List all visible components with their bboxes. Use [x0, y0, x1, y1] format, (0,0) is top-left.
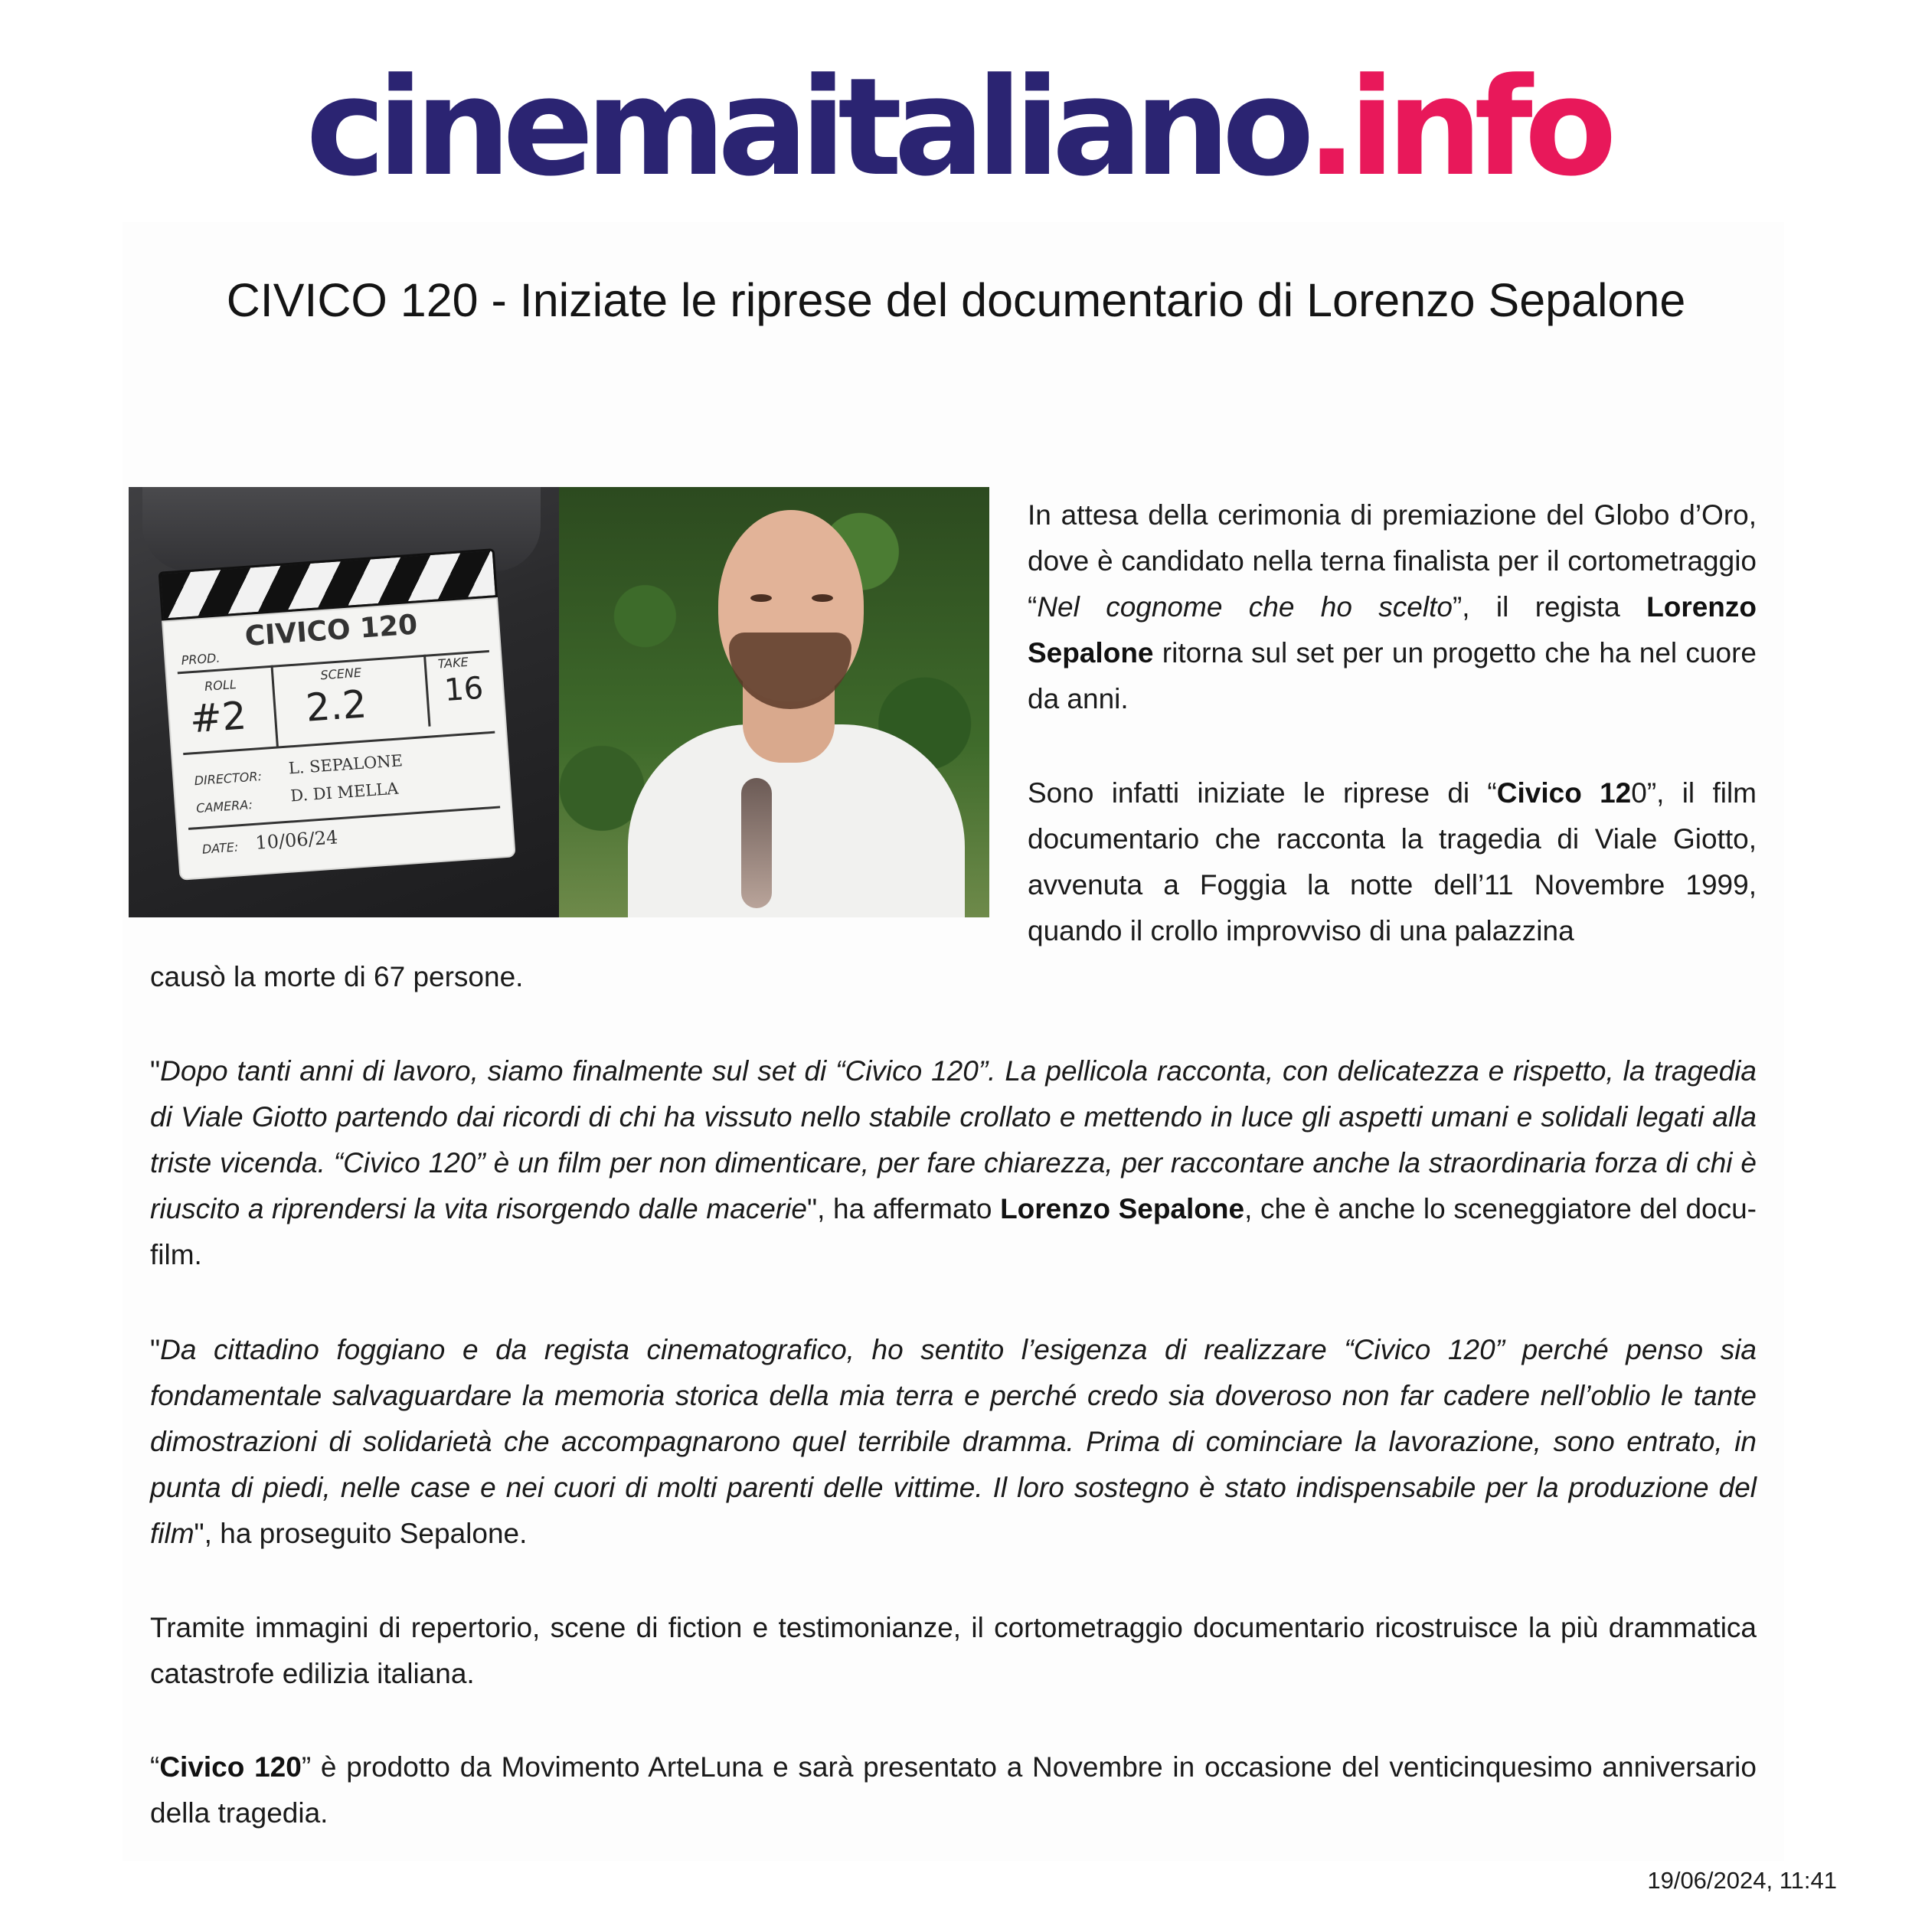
clapper-camera-label: CAMERA: [195, 796, 253, 816]
clapper-title: CIVICO 120 [243, 609, 419, 653]
paragraph-quote-1 [150, 1048, 1757, 1278]
clapper-divider [270, 665, 279, 748]
print-timestamp: 19/06/2024, 11:41 [1647, 1867, 1837, 1894]
paragraph-intro [1028, 492, 1757, 722]
clapperboard-photo [129, 487, 559, 917]
film-title-bold: Civico 12 [1496, 777, 1632, 809]
paragraph-production [150, 1744, 1757, 1836]
text-run: causò la morte di 67 persone. [150, 961, 524, 992]
clapper-director: L. SEPALONE [288, 751, 404, 778]
clapper-camera: D. DI MELLA [289, 779, 400, 806]
film-title-italic: Nel cognome che ho scelto [1037, 591, 1453, 623]
text-run: Sono infatti iniziate le riprese di “ [1028, 777, 1497, 809]
clapper-prod-label: PROD. [181, 650, 221, 668]
clapper-scene: 2.2 [304, 682, 368, 731]
quote-italic: Da cittadino foggiano e da regista cinematografico, ho sentito l’esigenza di realizzare “Civico 120” perché penso sia fondamentale salvaguardare la memoria storica della mia terra e perché credo sia doveroso non far cadere nell’oblio le tante dimostrazioni di solidarietà che accompagnarono quel terribile dramma. Prima di cominciare la lavorazione, sono entrato, in punta di piedi, nelle case e nei cuori di molti parenti delle vittime. Il loro sostegno è stato indispensabile per la produzione del film [150, 1334, 1757, 1549]
article-title: CIVICO 120 - Iniziate le riprese del documentario di Lorenzo Sepalone [226, 274, 1686, 326]
portrait-sunglasses [741, 778, 772, 908]
clapper-divider [423, 655, 431, 727]
film-title-bold: Civico 120 [159, 1751, 302, 1783]
article-photo [129, 487, 989, 917]
site-logo-tld: .info [1306, 49, 1609, 206]
clapper-roll-label: ROLL [204, 677, 237, 694]
text-run: ”, il regista [1452, 591, 1647, 623]
text-run: , che è anche lo sceneggiatore del docu-film. [150, 1193, 1757, 1270]
clapper-take-label: TAKE [437, 654, 469, 672]
portrait-eye [812, 594, 833, 602]
clapper-board [162, 597, 516, 881]
quote-italic: Dopo tanti anni di lavoro, siamo finalmente sul set di “Civico 120”. La pellicola racconta, con delicatezza e rispetto, la tragedia di Viale Giotto partendo dai ricordi di chi ha vissuto nello stabile crollato e mettendo in luce gli aspetti umani e solidali legati alla triste vicenda. “Civico 120” è un film per non dimenticare, per fare chiarezza, per raccontare anche la straordinaria forza di chi è riuscito a riprendersi la vita risorgendo dalle macerie [150, 1055, 1757, 1224]
clapperboard [159, 548, 516, 878]
portrait-eye [750, 594, 772, 602]
text-run: " [150, 1334, 161, 1365]
text-run: ” è prodotto da Movimento ArteLuna e sarà presentato a Novembre in occasione del venticinquesimo anniversario della tragedia. [150, 1751, 1757, 1829]
clapper-date-label: DATE: [201, 839, 239, 857]
paragraph-shooting-continued [150, 954, 1757, 1000]
text-run: " [150, 1055, 161, 1087]
clapper-date: 10/06/24 [254, 826, 339, 854]
paragraph-description: Tramite immagini di repertorio, scene di fiction e testimonianze, il cortometraggio documentario ricostruisce la più drammatica catastrofe edilizia italiana. [150, 1612, 1757, 1689]
text-run: ", ha proseguito Sepalone. [194, 1518, 528, 1549]
clapper-scene-label: SCENE [319, 665, 362, 683]
clapper-director-label: DIRECTOR: [194, 769, 263, 789]
site-logo-main: cinemaitaliano [306, 49, 1306, 206]
clapper-roll: #2 [188, 693, 248, 742]
text-run: “ [150, 1751, 160, 1783]
text-run: 0”, il film documentario che racconta la tragedia di Viale Giotto, avvenuta a Foggia la notte dell’11 Novembre 1999, quando il crollo improvviso di una palazzina [1028, 777, 1757, 946]
paragraph-quote-2 [150, 1327, 1757, 1557]
director-portrait [559, 487, 989, 917]
director-name-bold: Lorenzo Sepalone [1000, 1193, 1245, 1224]
text-run: ", ha affermato [806, 1193, 1001, 1224]
director-name-bold: Lorenzo Sepalone [1028, 591, 1757, 669]
site-logo[interactable] [306, 47, 1609, 208]
paragraph-shooting [1028, 770, 1757, 954]
text-run: In attesa della cerimonia di premiazione del Globo d’Oro, dove è candidato nella terna finalista per il cortometraggio “ [1028, 499, 1757, 623]
text-run: ritorna sul set per un progetto che ha nel cuore da anni. [1028, 637, 1757, 714]
clapper-take: 16 [443, 670, 485, 709]
